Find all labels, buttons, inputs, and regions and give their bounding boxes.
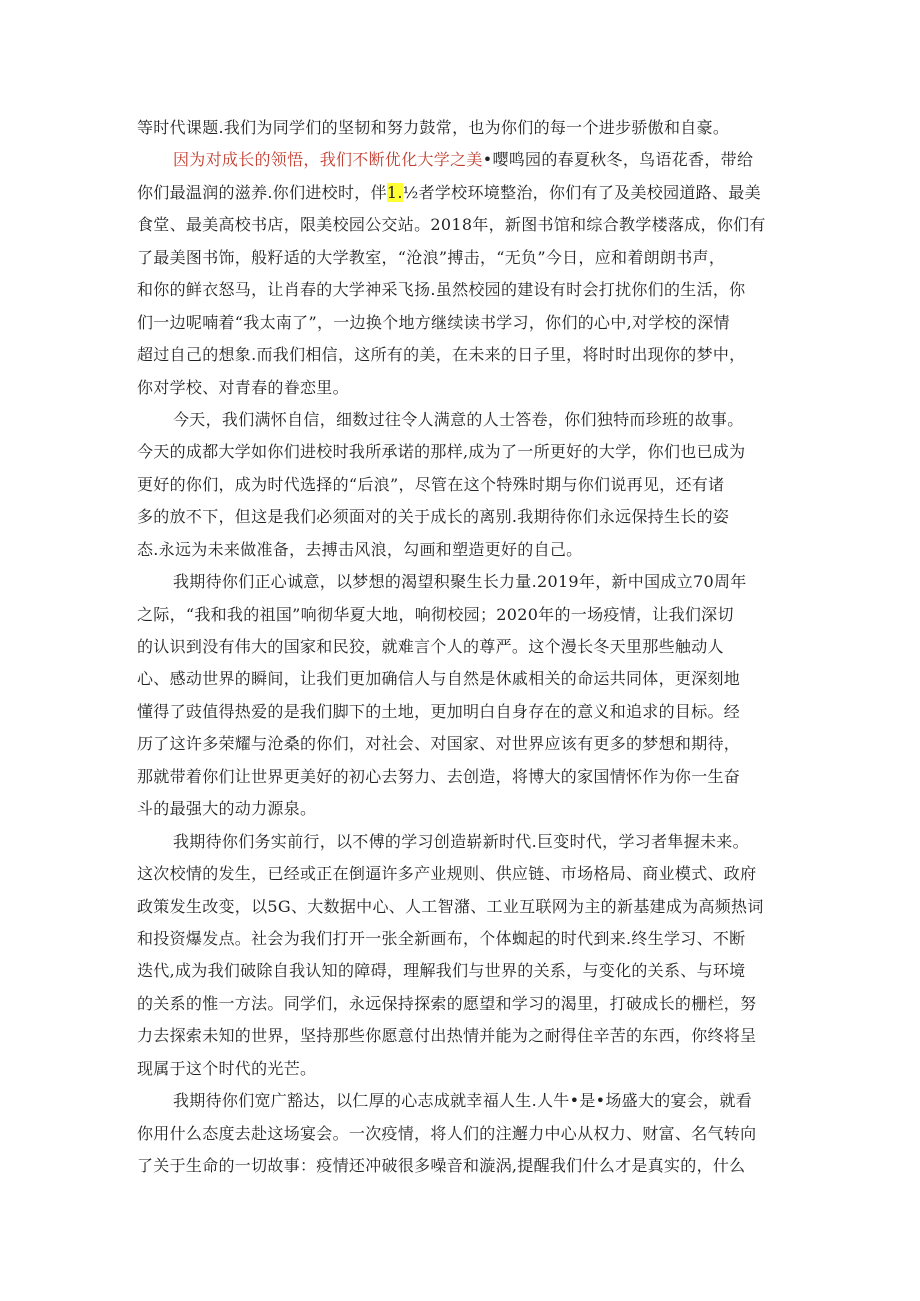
text-line: 这次校情的发生，已经或正在倒逼许多产业规则、供应链、市场格局、商业模式、政府 bbox=[137, 864, 757, 884]
text-line: 多的放不下，但这是我们必须面对的关于成长的离别.我期待你们永远保持生长的姿 bbox=[137, 507, 730, 527]
text-line: 了最美图书饰，般籽适的大学教室，“沧浪”搏击，“无负”今日，应和着朗朗书声， bbox=[137, 247, 726, 267]
text-line: 食堂、最美高校书店，限美校园公交站。2018年，新图书馆和综合教学楼落成，你们有 bbox=[137, 215, 766, 235]
text-line: 超过自己的想象.而我们相信，这所有的美，在未来的日子里，将时时出现你的梦中， bbox=[137, 345, 746, 365]
text-line: 的认识到没有伟大的国家和民狡，就难言个人的尊严。这个漫长冬天里那些触动人 bbox=[137, 637, 724, 656]
text-line: 我期待你们正心诚意，以梦想的渴望积聚生长力量.2019年，新中国成立70周年 bbox=[173, 572, 747, 592]
text-line: 们一边呢喃着“我太南了”，一边换个地方继续读书学习，你们的心中,对学校的深情 bbox=[137, 312, 730, 332]
text-line: 和投资爆发点。社会为我们打开一张全新画布，个体蜘起的时代到来.终生学习、不断 bbox=[137, 928, 746, 948]
highlighted-red-text: 因为对成长的领悟，我们不断优化大学之美 bbox=[173, 150, 483, 170]
text-line: 和你的鲜衣怒马，让肖春的大学神采飞扬.虽然校园的建设有时会打扰你们的生活，你 bbox=[137, 280, 746, 300]
text-line: 你对学校、对青春的眷恋里。 bbox=[137, 377, 349, 397]
text-segment: 你们最温润的滋养.你们进校时，伴 bbox=[137, 182, 387, 202]
text-line: 力去探索未知的世界，坚持那些你愿意付出热情并能为之耐得住辛苦的东西，你终将呈 bbox=[137, 1026, 757, 1046]
text-line: 历了这许多荣耀与沧桑的你们，对社会、对国家、对世界应该有更多的梦想和期待， bbox=[137, 734, 741, 754]
yellow-highlight-mark: 1. bbox=[386, 182, 403, 202]
text-segment: •嘤鸣园的春夏秋冬，鸟语花香，带给 bbox=[482, 150, 754, 170]
text-line: 心、感动世界的瞬间，让我们更加确信人与自然是休戚相关的命运共同体，更深刻地 bbox=[137, 669, 741, 689]
text-line: 现属于这个时代的光芒。 bbox=[137, 1058, 317, 1078]
text-line: 懂得了豉值得热爱的是我们脚下的土地，更加明白自身存在的意义和追求的目标。经 bbox=[137, 701, 741, 721]
text-line: 我期待你们务实前行，以不傅的学习创造崭新时代.巨变时代，学习者隼握未来。 bbox=[173, 831, 749, 851]
text-segment: ½者学校环境整治，你们有了及美校园道路、最美 bbox=[402, 182, 761, 202]
text-line: 你用什么态度去赴这场宴会。一次疫情，将人们的注邂力中心从权力、财富、名气转向 bbox=[137, 1123, 757, 1143]
text-line: 等时代课题.我们为同学们的坚韧和努力鼓常，也为你们的每一个进步骄傲和自豪。 bbox=[137, 118, 730, 137]
text-line: 更好的你们，成为时代选择的“后浪”，尽管在这个特殊时期与你们说再见，还有诸 bbox=[137, 474, 725, 494]
text-line: 的关系的惟一方法。同学们，永远保持探索的愿望和学习的渴里，打破成长的栅栏，努 bbox=[137, 993, 757, 1013]
text-line bbox=[137, 144, 782, 176]
text-line bbox=[137, 177, 782, 209]
text-line: 今天的成都大学如你们进校时我所承诺的那样,成为了一所更好的大学，你们也已成为 bbox=[137, 442, 746, 462]
text-line: 政策发生改变，以5G、大数据中心、人工智潴、工业互联网为主的新基建成为高频热词 bbox=[137, 896, 764, 916]
text-line: 我期待你们宽广豁达，以仁厚的心志成就幸福人生.人牛•是•场盛大的宴会，就看 bbox=[173, 1091, 753, 1111]
document-page bbox=[137, 112, 782, 1182]
text-line: 迭代,成为我们破除自我认知的障碍，理解我们与世界的关系，与变化的关系、与环境 bbox=[137, 961, 746, 981]
text-line: 了关于生命的一切故事：疫情还冲破很多噪音和漩涡,提醒我们什么才是真实的，什么 bbox=[137, 1156, 746, 1175]
text-line: 那就带着你们让世界更美好的初心去努力、去创造，将博大的家国情怀作为你一生奋 bbox=[137, 766, 741, 786]
text-line: 之际，“我和我的祖国”响彻华夏大地，响彻校园；2020年的一场疫情，让我们深切 bbox=[137, 604, 734, 624]
text-line: 斗的最强大的动力源泉。 bbox=[137, 799, 317, 819]
text-line: 今天，我们满怀自信，细数过往令人满意的人士答卷，你们独特而珍班的故事。 bbox=[173, 409, 744, 429]
text-line: 态.永远为未来做准备，去搏击风浪，勾画和塑造更好的自己。 bbox=[137, 539, 583, 559]
